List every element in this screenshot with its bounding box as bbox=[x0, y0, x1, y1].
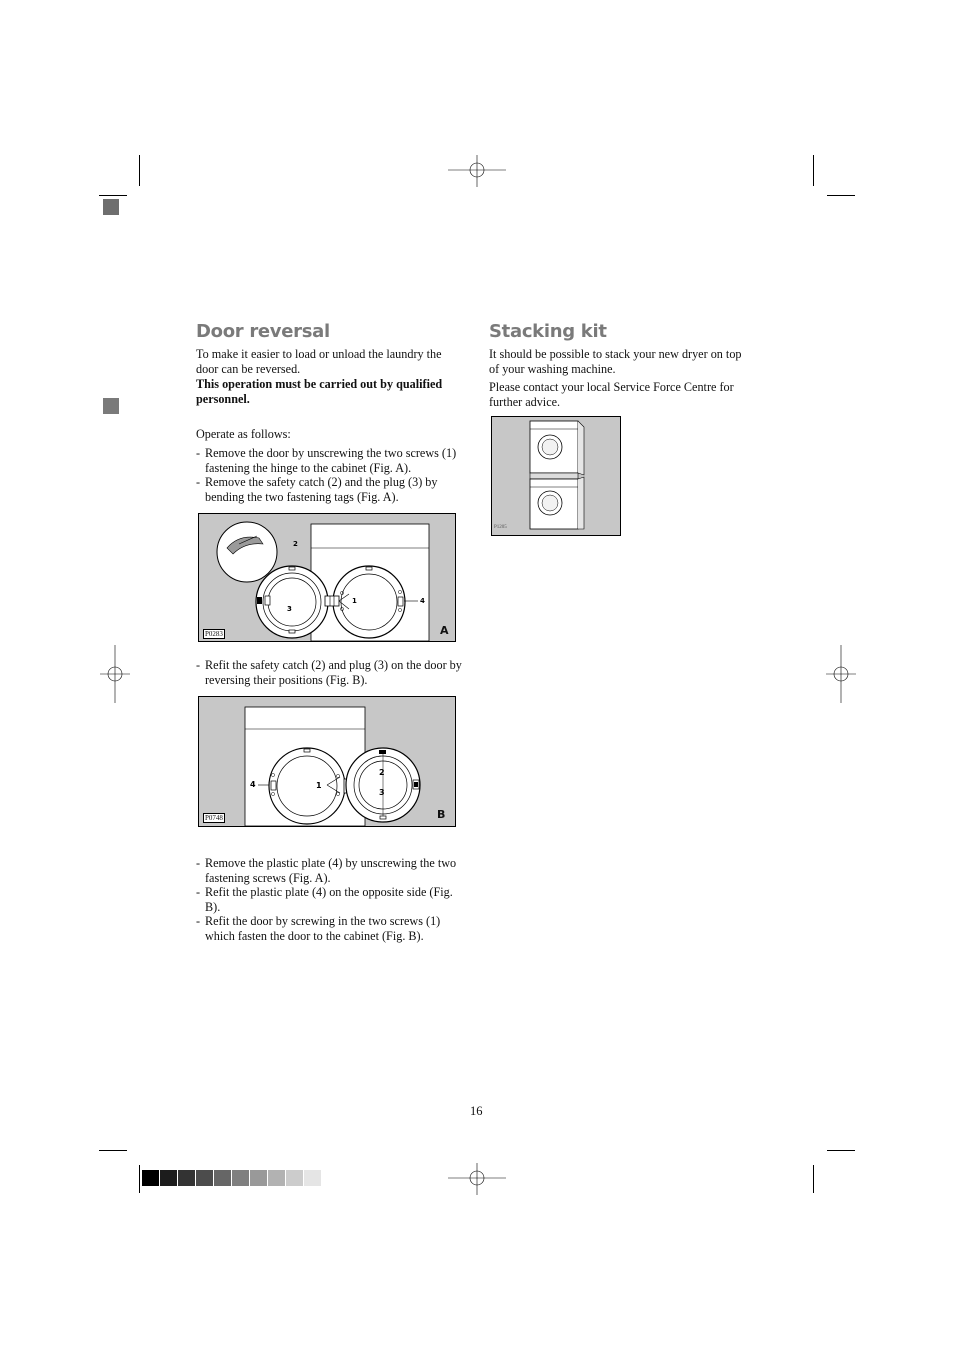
figure-a-label-1: 1 bbox=[352, 597, 357, 605]
figure-b-label-1: 1 bbox=[316, 781, 322, 790]
figure-b-drawing bbox=[199, 697, 455, 826]
figure-b-code: P0748 bbox=[205, 814, 223, 822]
calibration-swatch bbox=[142, 1170, 159, 1186]
step-list-1 bbox=[196, 446, 466, 504]
list-item: - Refit the door by screwing in the two screws (1) which fasten the door to the cabinet (Fig. B). bbox=[196, 914, 466, 943]
calibration-swatch bbox=[304, 1170, 321, 1186]
stacking-figure-code: P1205 bbox=[494, 525, 507, 530]
list-item: - Refit the safety catch (2) and plug (3) on the door by reversing their positions (Fig. B). bbox=[196, 658, 466, 687]
list-item: - Remove the safety catch (2) and the plug (3) by bending the two fastening tags (Fig. A). bbox=[196, 475, 466, 504]
figure-a-label-3: 3 bbox=[287, 605, 292, 613]
step-list-2 bbox=[196, 658, 466, 687]
calibration-swatch bbox=[232, 1170, 249, 1186]
figure-b-letter: B bbox=[437, 808, 446, 821]
list-item: - Refit the plastic plate (4) on the opposite side (Fig. B). bbox=[196, 885, 466, 914]
figure-b-label-4: 4 bbox=[250, 780, 256, 789]
margin-tab-top bbox=[103, 199, 119, 215]
stacking-paragraph-1: It should be possible to stack your new dryer on top of your washing machine. bbox=[489, 347, 742, 376]
registration-mark-bottom bbox=[448, 1163, 506, 1195]
margin-tab-middle bbox=[103, 398, 119, 414]
warning-paragraph: This operation must be carried out by qualified personnel. bbox=[196, 377, 443, 406]
stacking-paragraph-2: Please contact your local Service Force Centre for further advice. bbox=[489, 380, 734, 409]
step-list-3 bbox=[196, 856, 466, 944]
figure-a-drawing bbox=[199, 514, 455, 641]
figure-a-label-2: 2 bbox=[293, 540, 298, 548]
list-item: - Remove the door by unscrewing the two screws (1) fastening the hinge to the cabinet (Fig. A). bbox=[196, 446, 466, 475]
figure-b bbox=[198, 696, 456, 827]
section-title-stacking-kit: Stacking kit bbox=[489, 321, 607, 342]
page-number: 16 bbox=[470, 1104, 483, 1118]
operate-label: Operate as follows: bbox=[196, 427, 291, 441]
registration-mark-left bbox=[100, 645, 130, 703]
calibration-swatch bbox=[160, 1170, 177, 1186]
registration-mark-top bbox=[448, 155, 506, 187]
figure-b-label-3: 3 bbox=[379, 788, 385, 797]
intro-paragraph: To make it easier to load or unload the laundry the door can be reversed. bbox=[196, 347, 442, 376]
registration-mark-right bbox=[826, 645, 856, 703]
calibration-swatch bbox=[178, 1170, 195, 1186]
figure-a-letter: A bbox=[440, 624, 449, 637]
calibration-swatch bbox=[268, 1170, 285, 1186]
calibration-swatch bbox=[196, 1170, 213, 1186]
figure-a bbox=[198, 513, 456, 642]
figure-b-label-2: 2 bbox=[379, 768, 385, 777]
calibration-swatch bbox=[250, 1170, 267, 1186]
section-title-door-reversal: Door reversal bbox=[196, 321, 330, 342]
stacking-figure-drawing bbox=[492, 417, 620, 535]
list-item: - Remove the plastic plate (4) by unscrewing the two fastening screws (Fig. A). bbox=[196, 856, 466, 885]
figure-a-code: P0283 bbox=[205, 630, 223, 638]
calibration-swatch bbox=[286, 1170, 303, 1186]
figure-a-label-4: 4 bbox=[420, 597, 425, 605]
stacking-figure bbox=[491, 416, 621, 536]
calibration-swatch bbox=[214, 1170, 231, 1186]
